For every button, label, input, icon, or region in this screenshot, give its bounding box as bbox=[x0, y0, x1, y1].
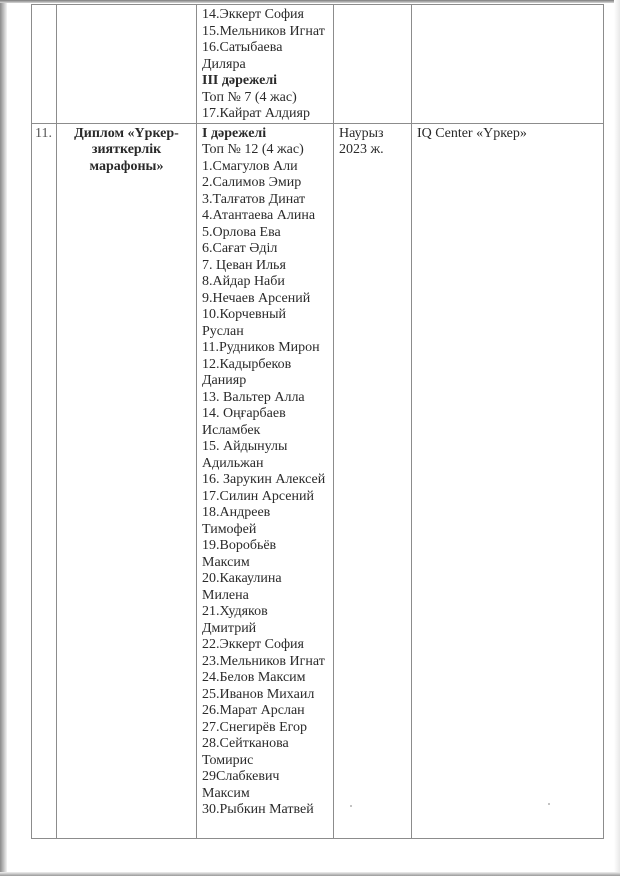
organizer-cell bbox=[412, 5, 604, 124]
participant-line: Топ № 7 (4 жас) bbox=[202, 89, 297, 105]
date-cell bbox=[334, 5, 412, 124]
award-title-line: зияткерлік bbox=[91, 142, 162, 157]
row-number-cell: 11. bbox=[32, 123, 57, 838]
participant-line: 10.Корчевный bbox=[202, 307, 287, 322]
participant-line: Руслан bbox=[202, 323, 244, 339]
participant-line: 28.Сейтканова bbox=[202, 736, 289, 751]
participant-line: Топ № 12 (4 жас) bbox=[202, 142, 304, 157]
date-year: 2023 ж. bbox=[339, 142, 384, 157]
participant-line: 25.Иванов Михаил bbox=[202, 686, 315, 702]
participants-cell bbox=[197, 5, 334, 124]
participant-line: 17.Силин Арсений bbox=[202, 488, 314, 504]
participant-line: 15.Мельников Игнат bbox=[202, 23, 325, 39]
participant-line: 22.Эккерт София bbox=[202, 637, 304, 652]
table-row-11 bbox=[32, 123, 604, 838]
participant-line: Дмитрий bbox=[202, 620, 257, 636]
participant-line: 21.Худяков bbox=[202, 604, 268, 619]
participant-line: 4.Атантаева Алина bbox=[202, 208, 316, 223]
participant-line: 2.Салимов Эмир bbox=[202, 175, 302, 190]
participant-line: Диляра bbox=[202, 56, 246, 72]
participant-line: 14. Оңғарбаев bbox=[202, 406, 286, 421]
participant-line: 20.Какаулина bbox=[202, 571, 282, 586]
scan-edge-left bbox=[0, 0, 7, 876]
scan-speck bbox=[350, 805, 352, 807]
participant-line: 26.Марат Арслан bbox=[202, 703, 305, 718]
scan-edge-top bbox=[0, 0, 620, 3]
table-row-continued bbox=[32, 5, 604, 124]
participant-line: 13. Вальтер Алла bbox=[202, 389, 305, 405]
participant-line: 1.Смагулов Али bbox=[202, 158, 298, 174]
date-cell bbox=[334, 123, 412, 838]
participant-line: 3.Талғатов Динат bbox=[202, 191, 306, 207]
participant-line: 16. Зарукин Алексей bbox=[202, 472, 326, 487]
participant-line: 17.Кайрат Алдияр bbox=[202, 106, 310, 121]
scan-edge-right bbox=[614, 0, 620, 876]
participant-line: Максим bbox=[202, 554, 250, 570]
participant-line: 24.Белов Максим bbox=[202, 670, 306, 685]
participant-line: 9.Нечаев Арсений bbox=[202, 290, 311, 306]
participant-line: 8.Айдар Наби bbox=[202, 274, 285, 289]
participant-line: Милена bbox=[202, 587, 249, 603]
award-title-line: марафоны» bbox=[89, 158, 164, 174]
participant-line: 18.Андреев bbox=[202, 505, 271, 520]
award-cell bbox=[57, 5, 197, 124]
participant-line: 23.Мельников Игнат bbox=[202, 653, 325, 669]
participant-line: 29Слабкевич bbox=[202, 769, 280, 784]
participant-line: 30.Рыбкин Матвей bbox=[202, 802, 314, 817]
date-month: Наурыз bbox=[339, 125, 384, 141]
participant-line: Тимофей bbox=[202, 521, 257, 537]
participants-cell bbox=[197, 123, 334, 838]
degree-heading: І дәрежелі bbox=[202, 125, 267, 141]
scan-edge-bottom bbox=[0, 872, 620, 876]
participant-line: 7. Цеван Илья bbox=[202, 257, 286, 273]
participant-line: Максим bbox=[202, 785, 250, 801]
organizer-cell: IQ Center «Үркер» bbox=[412, 123, 604, 838]
participant-line: 11.Рудников Мирон bbox=[202, 340, 320, 355]
participant-line: 16.Сатыбаева bbox=[202, 40, 283, 55]
participant-line: 14.Эккерт София bbox=[202, 7, 304, 22]
participant-line: 5.Орлова Ева bbox=[202, 224, 281, 240]
participant-line: 27.Снегирёв Егор bbox=[202, 719, 308, 735]
awards-table bbox=[31, 4, 604, 839]
award-title-line: Диплом «Үркер- bbox=[74, 125, 179, 141]
participant-line: Томирис bbox=[202, 752, 254, 768]
row-number-cell bbox=[32, 5, 57, 124]
award-cell bbox=[57, 123, 197, 838]
participant-line: 19.Воробьёв bbox=[202, 538, 277, 553]
scan-speck bbox=[548, 803, 550, 805]
participant-line: 6.Сағат Әділ bbox=[202, 241, 278, 256]
participant-line: Адильжан bbox=[202, 455, 264, 471]
participant-line: 15. Айдынулы bbox=[202, 439, 288, 454]
degree-heading: ІІІ дәрежелі bbox=[202, 73, 278, 88]
participant-line: Исламбек bbox=[202, 422, 261, 438]
participant-line: 12.Кадырбеков bbox=[202, 356, 292, 372]
participant-line: Данияр bbox=[202, 373, 247, 388]
